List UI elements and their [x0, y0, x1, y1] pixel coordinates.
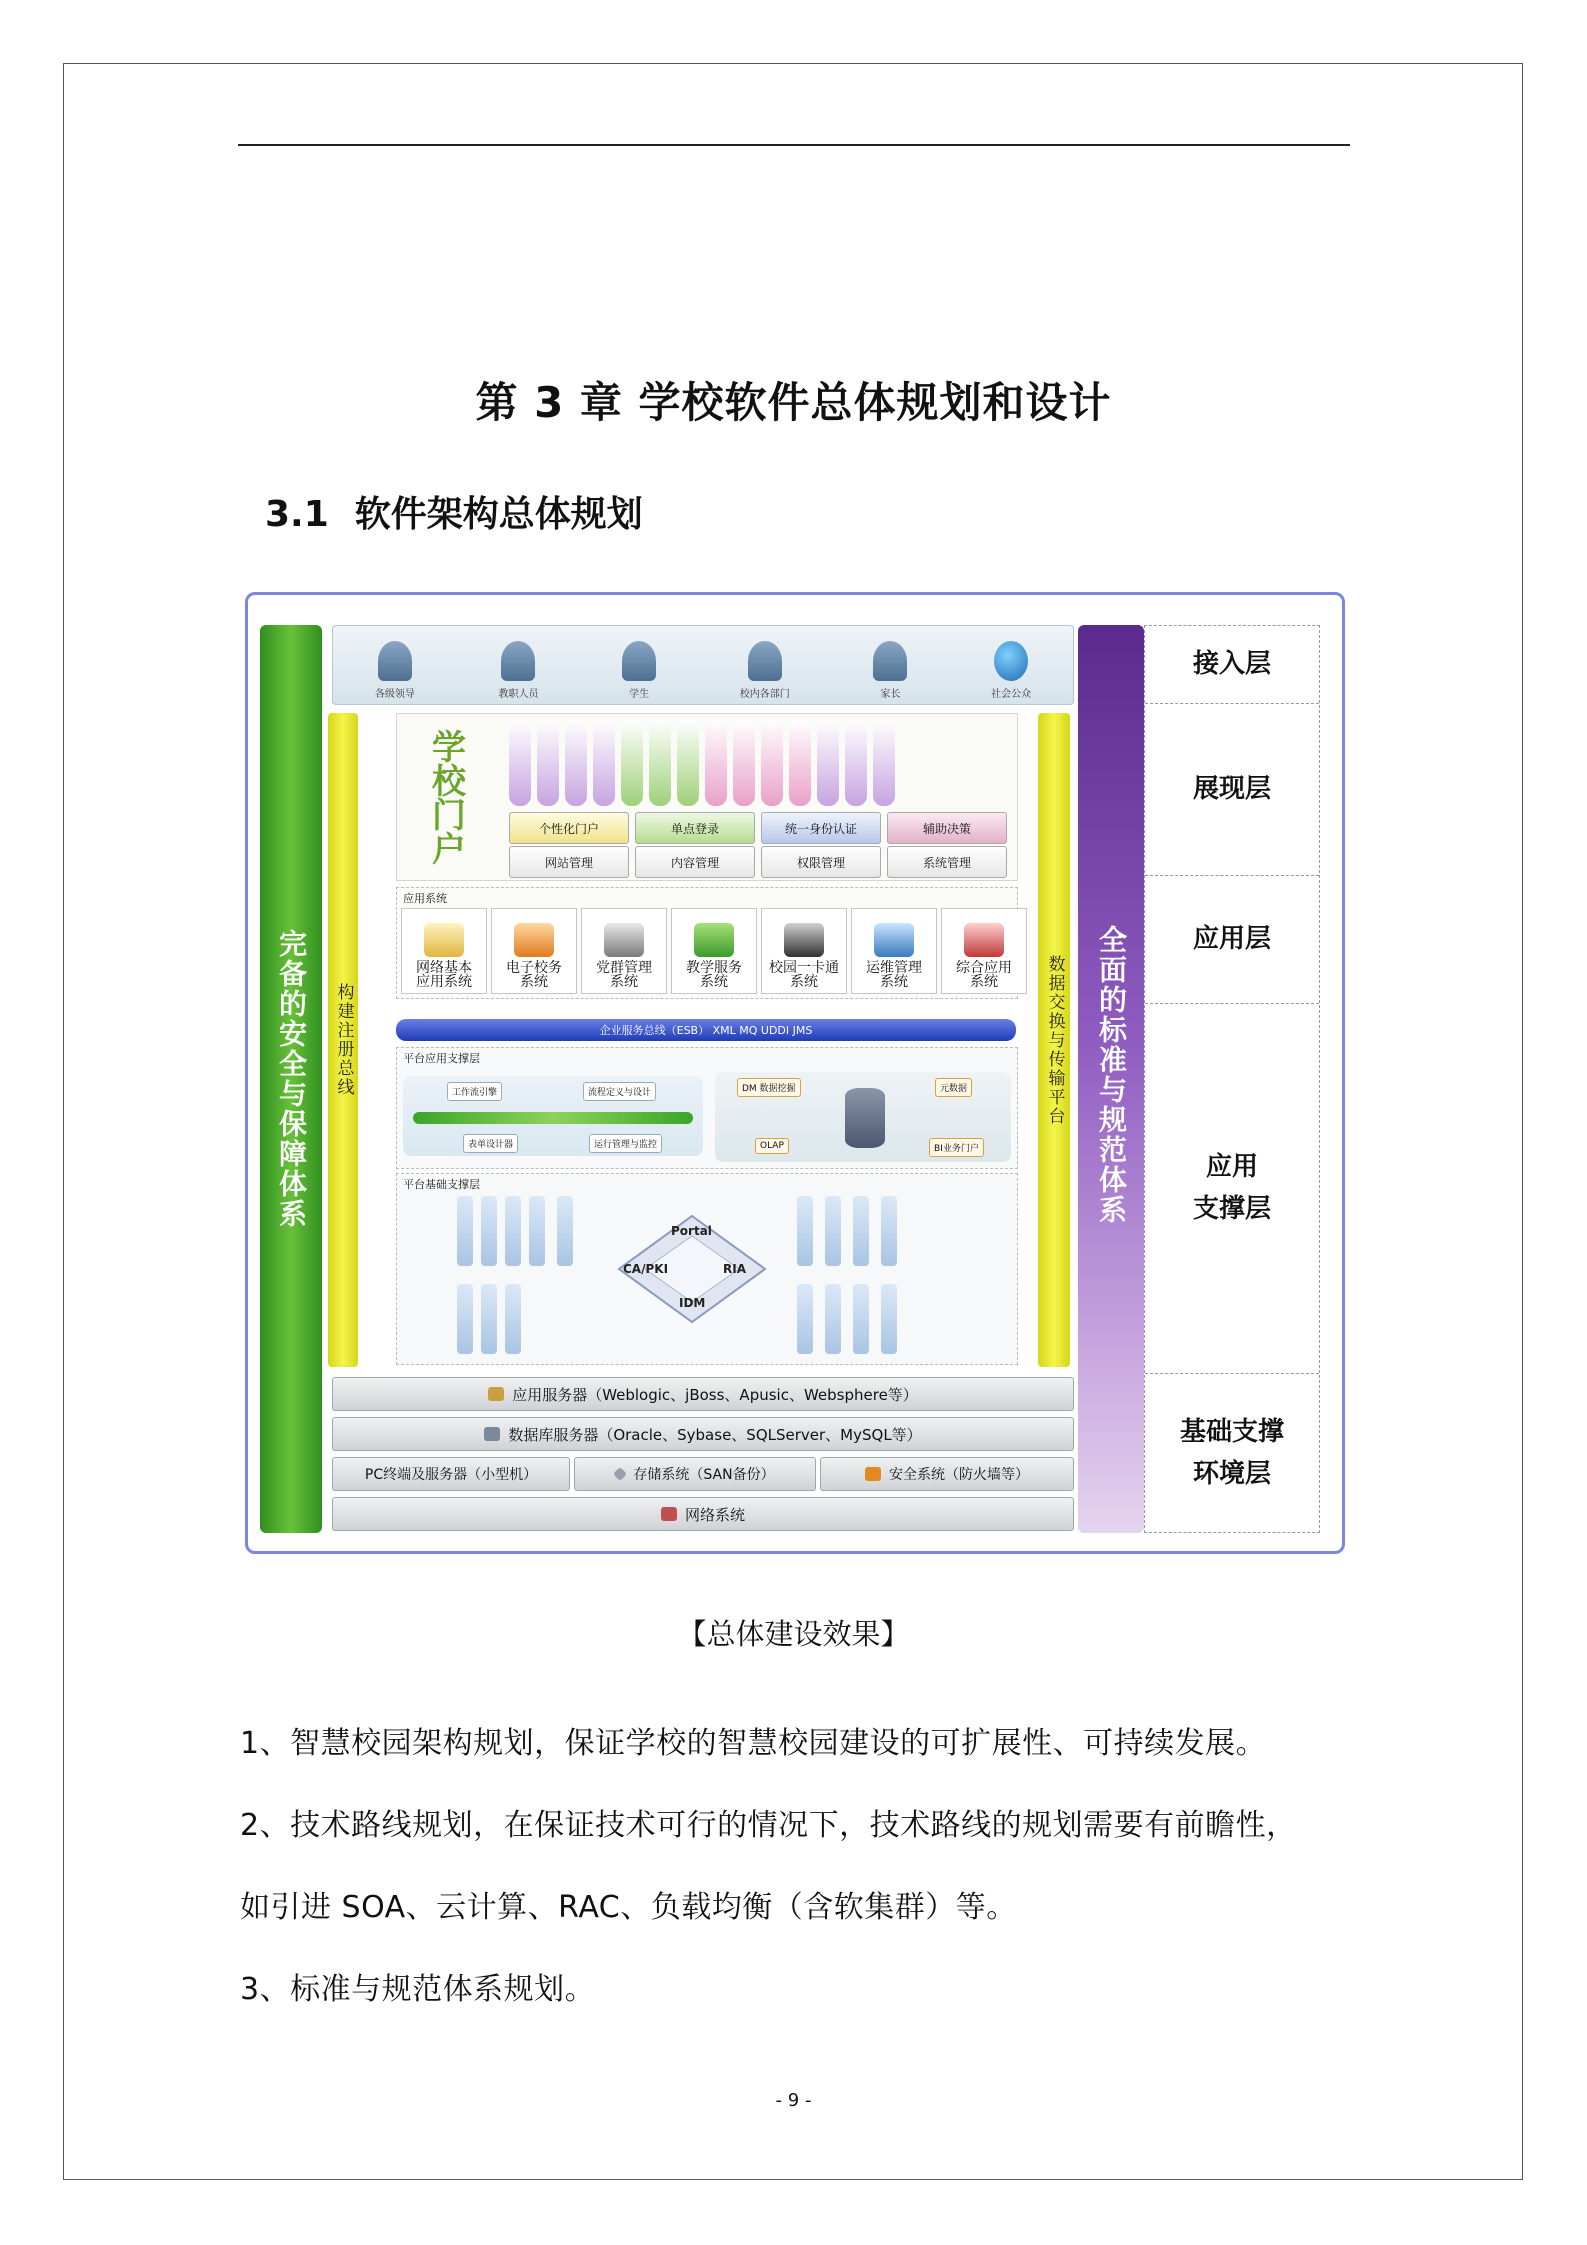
- storage-icon: [613, 1467, 627, 1481]
- bi-panel: DM 数据挖掘 元数据 OLAP BI业务门户: [715, 1072, 1011, 1162]
- support-app-title: 平台应用支撑层: [403, 1052, 480, 1065]
- actor-staff: 教职人员: [498, 641, 538, 704]
- layer-access: 接入层: [1145, 626, 1319, 704]
- actor-public: 社会公众: [991, 641, 1031, 704]
- portal-channel: [537, 720, 559, 806]
- application-systems: [396, 887, 1018, 999]
- portal-channel: [817, 720, 839, 806]
- registry-bus: [328, 713, 358, 1367]
- tool-column: [481, 1284, 497, 1354]
- pc-terminal-bar: PC终端及服务器（小型机）: [332, 1457, 570, 1491]
- tool-column: [825, 1196, 841, 1266]
- page-number: - 9 -: [775, 2090, 812, 2111]
- home-icon: [964, 923, 1004, 957]
- tool-column: [881, 1196, 897, 1266]
- architecture-diagram: [245, 592, 1345, 1554]
- portal-channel: [845, 720, 867, 806]
- tool-column: [797, 1284, 813, 1354]
- portal-channel: [705, 720, 727, 806]
- folder-icon: [514, 923, 554, 957]
- rss-icon: [694, 923, 734, 957]
- person-icon: [873, 641, 907, 681]
- portal-channel: [873, 720, 895, 806]
- tool-column: [457, 1284, 473, 1354]
- core-services: [617, 1214, 767, 1324]
- header-rule: [238, 144, 1350, 146]
- support-base-title: 平台基础支撑层: [403, 1178, 480, 1191]
- portal-btn-auth: 统一身份认证: [761, 812, 881, 844]
- monitor-icon: [874, 923, 914, 957]
- registry-bus-label: 构建注册总线: [333, 983, 354, 1097]
- layer-app-support: 应用 支撑层: [1145, 1004, 1319, 1374]
- layer-labels: [1144, 625, 1320, 1533]
- portal-channel: [761, 720, 783, 806]
- actor-parents: 家长: [873, 641, 907, 704]
- portal-channel: [789, 720, 811, 806]
- standards-lane-label: 全面的标准与规范体系: [1095, 925, 1128, 1225]
- core-portal: Portal: [671, 1224, 712, 1238]
- paragraph-2: 2、技术路线规划，在保证技术可行的情况下，技术路线的规划需要有前瞻性，: [240, 1808, 1297, 1843]
- portal-btn-site: 网站管理: [509, 846, 629, 878]
- app-party: 党群管理 系统: [581, 908, 667, 994]
- portal-row-1: [509, 812, 1007, 844]
- standards-lane: [1078, 625, 1144, 1533]
- portal-channel: [677, 720, 699, 806]
- core-idm: IDM: [679, 1296, 706, 1310]
- access-layer: [332, 625, 1074, 705]
- figure-caption: 【总体建设效果】: [677, 1617, 910, 1651]
- security-bar: 安全系统（防火墙等）: [820, 1457, 1074, 1491]
- platform-app-support: [396, 1047, 1018, 1169]
- globe-icon: [994, 641, 1028, 681]
- db-server-bar: 数据库服务器（Oracle、Sybase、SQLServer、MySQL等）: [332, 1417, 1074, 1451]
- tool-column: [557, 1196, 573, 1266]
- app-teaching: 教学服务 系统: [671, 908, 757, 994]
- workflow-line: [413, 1112, 693, 1124]
- enterprise-service-bus: 企业服务总线（ESB） XML MQ UDDI JMS: [396, 1019, 1016, 1041]
- tool-column: [853, 1284, 869, 1354]
- section-title: [265, 486, 643, 537]
- platform-base-support: [396, 1173, 1018, 1365]
- app-row: [401, 908, 1027, 994]
- portal-channel: [649, 720, 671, 806]
- paragraph-3: 3、标准与规范体系规划。: [240, 1972, 596, 2007]
- section-heading: 软件架构总体规划: [354, 494, 643, 535]
- mail-icon: [424, 923, 464, 957]
- card-icon: [784, 923, 824, 957]
- security-lane-label: 完备的安全与保障体系: [275, 929, 308, 1229]
- person-icon: [622, 641, 656, 681]
- app-card: 校园一卡通 系统: [761, 908, 847, 994]
- portal-channel: [593, 720, 615, 806]
- app-integrated: 综合应用 系统: [941, 908, 1027, 994]
- data-exchange-bus: [1038, 713, 1070, 1367]
- actor-students: 学生: [622, 641, 656, 704]
- core-capki: CA/PKI: [623, 1262, 669, 1276]
- app-server-bar: 应用服务器（Weblogic、jBoss、Apusic、Websphere等）: [332, 1377, 1074, 1411]
- person-icon: [378, 641, 412, 681]
- tool-column: [797, 1196, 813, 1266]
- chapter-title: 第 3 章 学校软件总体规划和设计: [475, 378, 1112, 427]
- group-icon: [748, 641, 782, 681]
- network-icon: [661, 1507, 677, 1521]
- actor-leaders: 各级领导: [375, 641, 415, 704]
- paragraph-2-cont: 如引进 SOA、云计算、RAC、负载均衡（含软集群）等。: [240, 1890, 1017, 1925]
- tool-column: [457, 1196, 473, 1266]
- paragraph-1: 1、智慧校园架构规划，保证学校的智慧校园建设的可扩展性、可持续发展。: [240, 1726, 1267, 1761]
- portal-channel: [621, 720, 643, 806]
- database-icon: [845, 1088, 885, 1148]
- portal-channel: [509, 720, 531, 806]
- tool-column: [529, 1196, 545, 1266]
- layer-application: 应用层: [1145, 876, 1319, 1004]
- portal-btn-personal: 个性化门户: [509, 812, 629, 844]
- portal-btn-content: 内容管理: [635, 846, 755, 878]
- security-lane: [260, 625, 322, 1533]
- portal-channels: [509, 720, 895, 806]
- tool-column: [853, 1196, 869, 1266]
- section-number: 3.1: [265, 494, 329, 535]
- portal-logo: 学校门户: [425, 729, 466, 865]
- person-icon: [501, 641, 535, 681]
- workflow-panel: 工作流引擎 流程定义与设计 表单设计器 运行管理与监控: [403, 1076, 703, 1156]
- app-eoffice: 电子校务 系统: [491, 908, 577, 994]
- core-ria: RIA: [723, 1262, 746, 1276]
- tool-column: [481, 1196, 497, 1266]
- data-exchange-label: 数据交换与传输平台: [1044, 954, 1065, 1126]
- portal-row-2: [509, 846, 1007, 878]
- network-bar: 网络系统: [332, 1497, 1074, 1531]
- database-icon: [484, 1427, 500, 1441]
- layer-infrastructure: 基础支撑 环境层: [1179, 1417, 1284, 1489]
- portal-channel: [565, 720, 587, 806]
- app-network: 网络基本 应用系统: [401, 908, 487, 994]
- tool-column: [825, 1284, 841, 1354]
- person-icon: [604, 923, 644, 957]
- school-portal: [396, 713, 1018, 881]
- tool-column: [505, 1196, 521, 1266]
- actor-departments: 校内各部门: [740, 641, 790, 704]
- tool-column: [505, 1284, 521, 1354]
- apps-title: 应用系统: [403, 892, 447, 905]
- layer-presentation: 展现层: [1145, 704, 1319, 876]
- portal-btn-decision: 辅助决策: [887, 812, 1007, 844]
- portal-btn-permission: 权限管理: [761, 846, 881, 878]
- portal-btn-sso: 单点登录: [635, 812, 755, 844]
- portal-channel: [733, 720, 755, 806]
- server-icon: [488, 1387, 504, 1401]
- shield-icon: [865, 1467, 881, 1481]
- app-ops: 运维管理 系统: [851, 908, 937, 994]
- tool-column: [881, 1284, 897, 1354]
- storage-bar: 存储系统（SAN备份）: [574, 1457, 816, 1491]
- portal-btn-system: 系统管理: [887, 846, 1007, 878]
